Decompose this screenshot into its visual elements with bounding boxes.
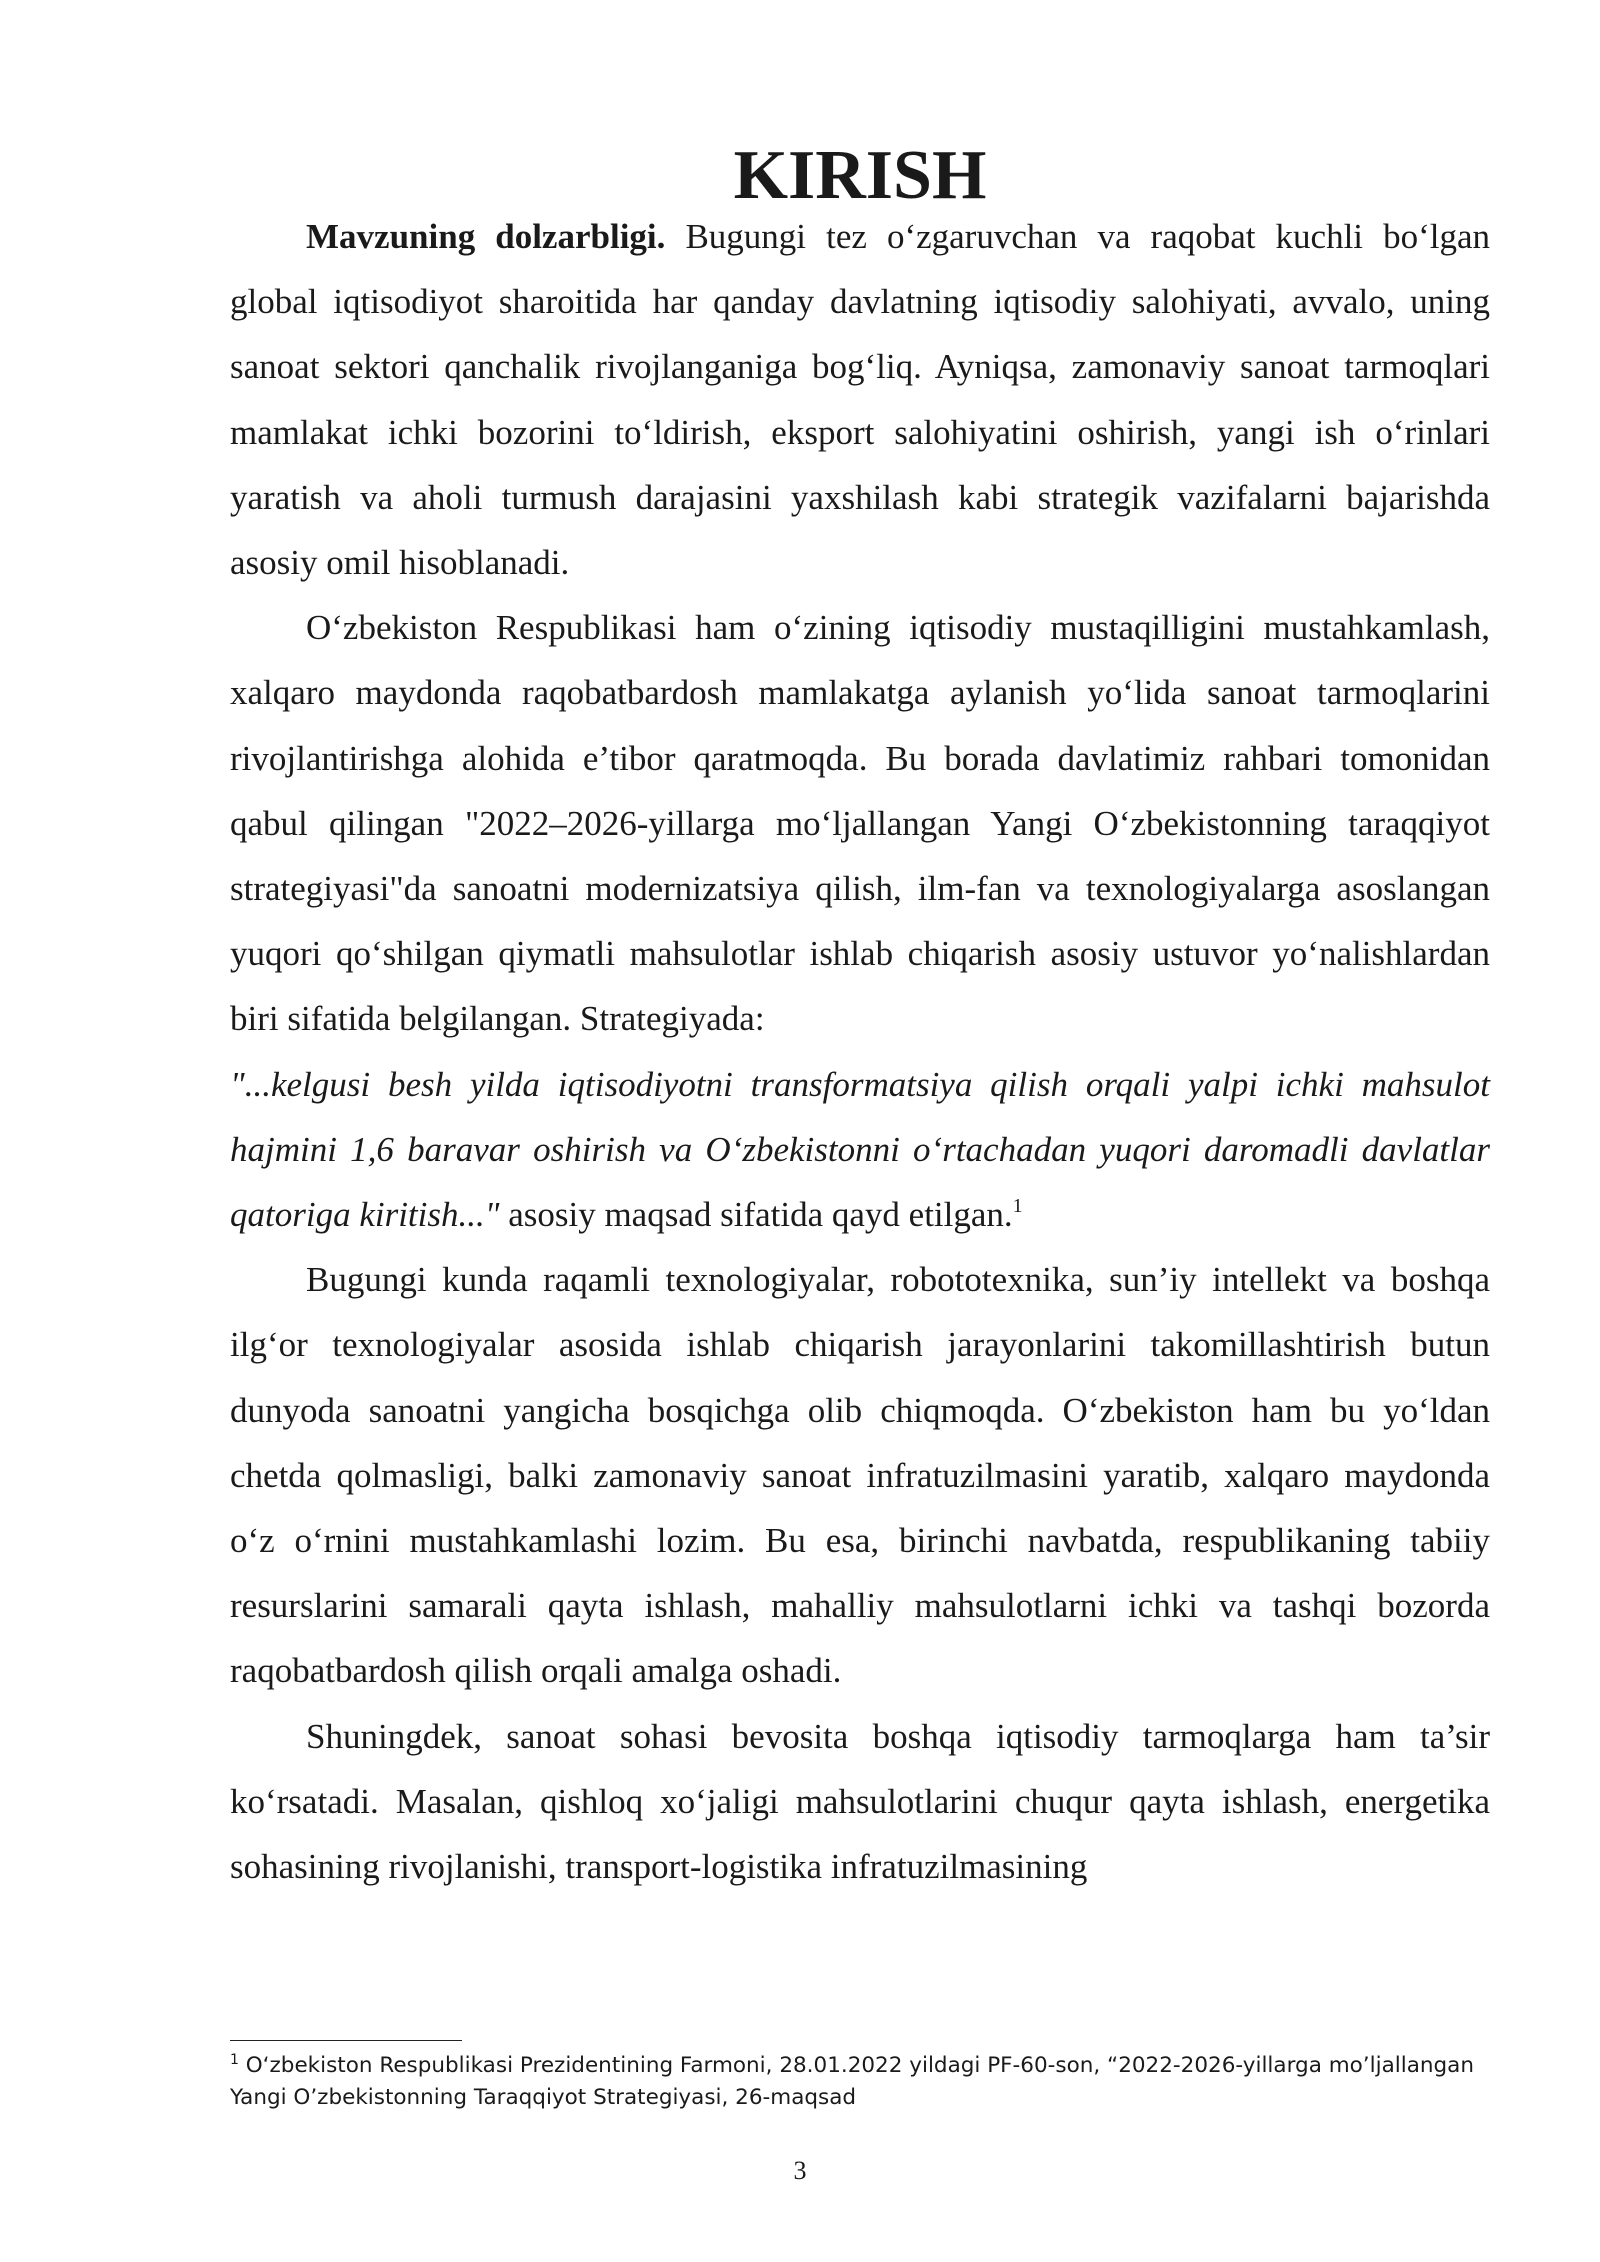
paragraph-strategy: O‘zbekiston Respublikasi ham o‘zining iqtisodiy mustaqilligini mustahkamlash, xalqaro maydonda raqobatbardosh mamlakatga aylanish yo‘lida sanoat tarmoqlarini rivojlantirishga alohida e’tibor qaratmoqda. Bu borada davlatimiz rahbari tomonidan qabul qilingan "2022–2026-yillarga mo‘ljallangan Yangi O‘zbekistonning taraqqiyot strategiyasi"da sanoatni modernizatsiya qilish, ilm-fan va texnologiyalarga asoslangan yuqori qo‘shilgan qiymatli mahsulotlar ishlab chiqarish asosiy ustuvor yo‘nalishlardan biri sifatida belgilangan. Strategiyada: <box>230 608 1490 1039</box>
footnote-separator <box>230 2040 462 2041</box>
paragraph-technologies: Bugungi kunda raqamli texnologiyalar, robototexnika, sun’iy intellekt va boshqa ilg‘or texnologiyalar asosida ishlab chiqarish jarayonlarini takomillashtirish butun dunyoda sanoatni yangicha bosqichga olib chiqmoqda. O‘zbekiston ham bu yo‘ldan chetda qolmasligi, balki zamonaviy sanoat infratuzilmasini yaratib, xalqaro maydonda o‘z o‘rnini mustahkamlashi lozim. Bu esa, birinchi navbatda, respublikaning tabiiy resurslarini samarali qayta ishlash, mahalliy mahsulotlarni ichki va tashqi bozorda raqobatbardosh qilish orqali amalga oshadi. <box>230 1260 1490 1691</box>
paragraph-relevance <box>230 204 1490 595</box>
footnote-reference[interactable]: 1 <box>1012 1195 1023 1218</box>
paragraph-industry-impact: Shuningdek, sanoat sohasi bevosita boshqa iqtisodiy tarmoqlarga ham ta’sir ko‘rsatadi. Masalan, qishloq xo‘jaligi mahsulotlarini chuqur qayta ishlash, energetika sohasining rivojlanishi, transport-logistika infratuzilmasining <box>230 1716 1490 1887</box>
quote-tail: asosiy maqsad sifatida qayd etilgan. <box>499 1195 1013 1235</box>
footnote <box>230 2050 1500 2114</box>
page-number: 3 <box>793 2156 807 2185</box>
quote-text: "...kelgusi besh yilda iqtisodiyotni transformatsiya qilish orqali yalpi ichki mahsulot hajmini 1,6 baravar oshirish va O‘zbekistonni o‘rtachadan yuqori daromadli davlatlar qatoriga kiritish..." <box>230 1064 1490 1235</box>
strategy-quote <box>230 1052 1490 1248</box>
footnote-text: O‘zbekiston Respublikasi Prezidentining Farmoni, 28.01.2022 yildagi PF-60-son, “2022-2026-yillarga mo’ljallangan Yangi O’zbekistonning Taraqqiyot Strategiyasi, 26-maqsad <box>230 2053 1474 2110</box>
page-title: KIRISH <box>733 137 987 214</box>
paragraph-text: Bugungi tez o‘zgaruvchan va raqobat kuchli bo‘lgan global iqtisodiyot sharoitida har qanday davlatning iqtisodiy salohiyati, avvalo, uning sanoat sektori qanchalik rivojlanganiga bog‘liq. Ayniqsa, zamonaviy sanoat tarmoqlari mamlakat ichki bozorini to‘ldirish, eksport salohiyatini oshirish, yangi ish o‘rinlari yaratish va aholi turmush darajasini yaxshilash kabi strategik vazifalarni bajarishda asosiy omil hisoblanadi. <box>230 217 1490 583</box>
paragraph-lead: Mavzuning dolzarbligi. <box>306 217 666 256</box>
body-text <box>230 137 1490 1899</box>
footnote-mark: 1 <box>230 2052 239 2068</box>
